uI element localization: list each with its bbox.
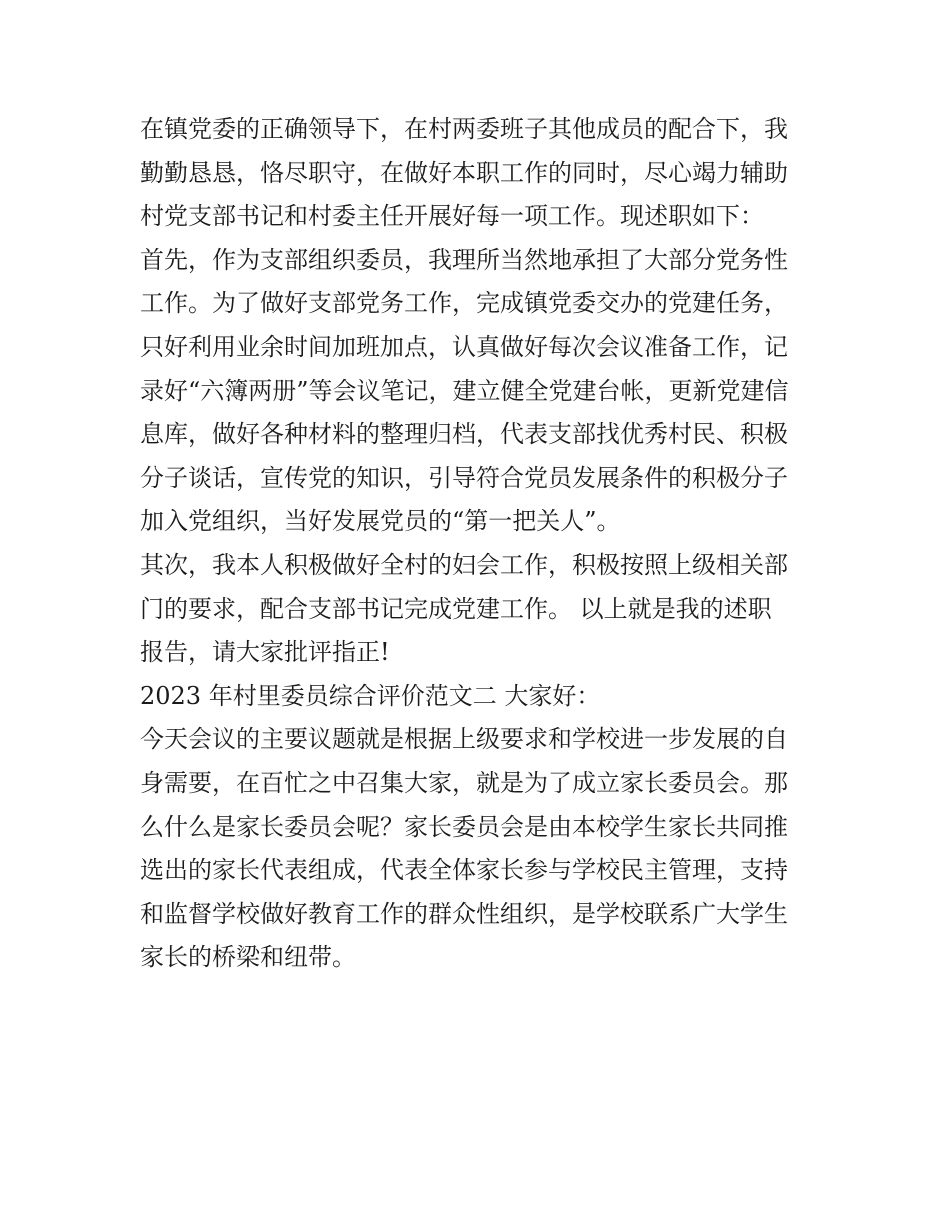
text-line: 身需要，在百忙之中召集大家，就是为了成立家长委员会。那 bbox=[140, 768, 788, 797]
text-line: 其次，我本人积极做好全村的妇会工作，积极按照上级相关部 bbox=[140, 550, 788, 579]
text-line: 和监督学校做好教育工作的群众性组织，是学校联系广大学生 bbox=[140, 899, 788, 928]
body-text bbox=[140, 108, 820, 980]
text-line: 门的要求，配合支部书记完成党建工作。 以上就是我的述职 bbox=[140, 594, 772, 623]
text-line: 今天会议的主要议题就是根据上级要求和学校进一步发展的自 bbox=[140, 725, 788, 754]
text-line: 分子谈话，宣传党的知识，引导符合党员发展条件的积极分子 bbox=[140, 463, 788, 492]
text-line: 村党支部书记和村委主任开展好每一项工作。现述职如下： bbox=[140, 202, 764, 231]
text-line: 选出的家长代表组成，代表全体家长参与学校民主管理，支持 bbox=[140, 856, 788, 885]
text-line: 工作。为了做好支部党务工作，完成镇党委交办的党建任务， bbox=[140, 289, 788, 318]
text-line: 息库，做好各种材料的整理归档，代表支部找优秀村民、积极 bbox=[140, 420, 788, 449]
text-line: 么什么是家长委员会呢？家长委员会是由本校学生家长共同推 bbox=[140, 812, 788, 841]
text-line: 加入党组织，当好发展党员的“第一把关人”。 bbox=[140, 507, 621, 536]
text-line: 只好利用业余时间加班加点，认真做好每次会议准备工作，记 bbox=[140, 332, 788, 361]
text-line: 首先，作为支部组织委员，我理所当然地承担了大部分党务性 bbox=[140, 245, 788, 274]
text-line: 在镇党委的正确领导下，在村两委班子其他成员的配合下，我 bbox=[140, 115, 788, 143]
text-line: 家长的桥梁和纽带。 bbox=[140, 943, 356, 972]
text-line: 报告，请大家批评指正! bbox=[140, 638, 390, 667]
text-line: 录好“六簿两册”等会议笔记，建立健全党建台帐，更新党建信 bbox=[140, 376, 789, 405]
section-heading-line: 2023 年村里委员综合评价范文二 大家好： bbox=[140, 681, 601, 710]
text-line: 勤勤恳恳，恪尽职守，在做好本职工作的同时，尽心竭力辅助 bbox=[140, 158, 788, 187]
